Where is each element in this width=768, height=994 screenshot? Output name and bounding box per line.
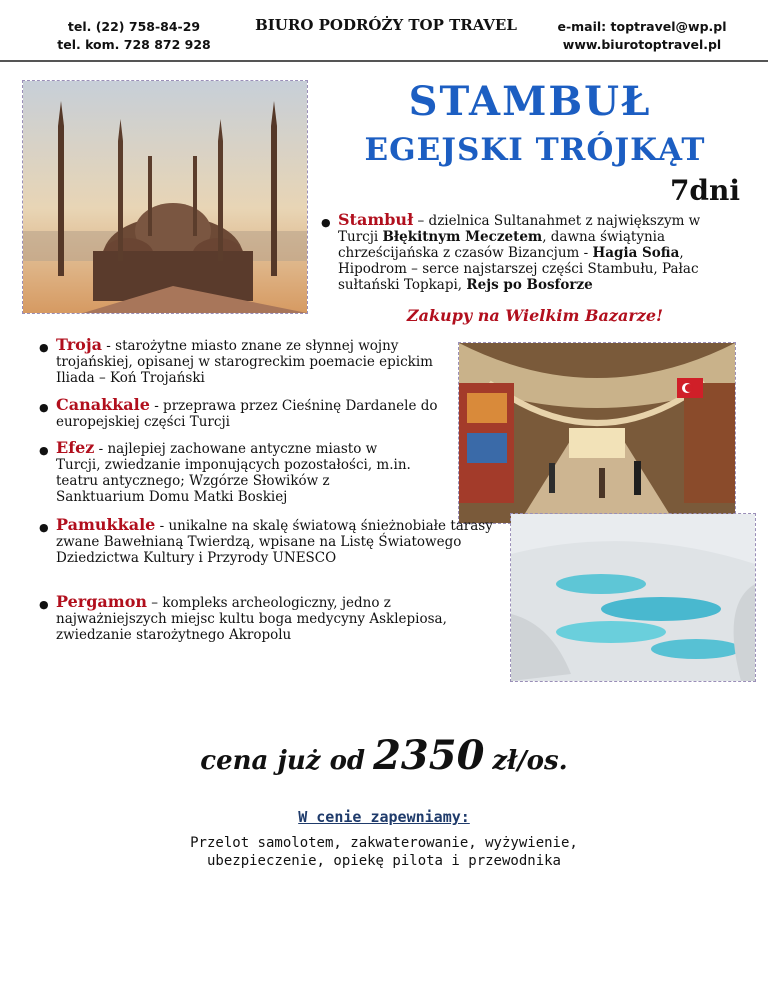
price-prefix: cena już od (200, 746, 366, 776)
tour-point-name: Canakkale (56, 395, 150, 414)
istanbul-bosphorus-cruise: Rejs po Bosforze (466, 277, 593, 293)
tour-point-text: - przeprawa przez Cieśninę Dardanele do europejskiej części Turcji (56, 398, 438, 430)
tour-point-text: - starożytne miasto znane ze słynnej wojny trojańskiej, opisanej w starogreckim poemacie epickim Iliada – Koń Trojański (56, 338, 433, 386)
istanbul-text-1: – dzielnica Sultanahmet z największym w Turcji (338, 213, 701, 245)
contact-online (536, 18, 748, 54)
tour-point-name: Efez (56, 438, 95, 457)
tour-point-item (39, 335, 446, 386)
phone-number: tel. (22) 758-84-29 (67, 19, 201, 34)
tour-point-name: Pergamon (56, 592, 147, 611)
tour-point-text: - najlepiej zachowane antyczne miasto w Turcji, zwiedzanie imponujących pozostałości, m.in. teatru antycznego; Wzgórze Słowików z Sanktuarium Domu Matki Boskiej (56, 441, 411, 505)
tour-point-text: – kompleks archeologiczny, jedno z najważniejszych miejsc kultu boga medycyny Asklepiosa, zwiedzanie starożytnego Akropolu (56, 595, 447, 643)
email-address: e-mail: toptravel@wp.pl (557, 19, 727, 34)
trip-duration: 7dni (669, 174, 740, 207)
included-text: Przelot samolotem, zakwaterowanie, wyżywienie, ubezpieczenie, opiekę pilota i przewodnika (190, 835, 578, 869)
istanbul-text-3: , Hipodrom – serce najstarszej części Stambułu, Pałac sułtański Topkapi, (338, 245, 699, 293)
page-subtitle: EGEJSKI TRÓJKĄT (364, 132, 706, 168)
bullet-icon: ● (39, 598, 49, 611)
agency-name: BIURO PODRÓŻY TOP TRAVEL (255, 16, 517, 34)
bullet-icon: ● (39, 401, 49, 414)
price-amount: 2350 (373, 732, 485, 779)
tour-point-item (39, 515, 496, 566)
istanbul-text-2: , dawna świątynia chrześcijańska z czasów Bizancjum - (338, 229, 666, 261)
included-heading: W cenie zapewniamy: (298, 808, 470, 826)
tour-point-text: - unikalne na skalę światową śnieżnobiałe tarasy zwane Bawełnianą Twierdzą, wpisane na Listę Światowego Dziedzictwa Kultury i Przyrody UNESCO (56, 518, 493, 566)
header-divider (0, 60, 768, 62)
website-address: www.biurotoptravel.pl (562, 37, 722, 52)
istanbul-item (321, 210, 738, 293)
bullet-icon: ● (39, 341, 49, 354)
grand-bazaar-photo (458, 342, 736, 524)
price-suffix: zł/os. (492, 746, 568, 776)
shopping-slogan: Zakupy na Wielkim Bazarze! (406, 306, 664, 325)
price-line (0, 732, 768, 779)
blue-mosque-photo (22, 80, 308, 314)
mobile-number: tel. kom. 728 872 928 (57, 37, 211, 52)
istanbul-hagia-sofia: Hagia Sofia (592, 245, 680, 261)
tour-point-item (39, 438, 416, 505)
bullet-icon: ● (39, 444, 49, 457)
istanbul-blue-mosque: Błękitnym Meczetem (382, 229, 543, 245)
contact-phones (34, 18, 234, 54)
bullet-icon: ● (321, 216, 331, 229)
tour-point-name: Troja (56, 335, 102, 354)
tour-point-name: Pamukkale (56, 515, 156, 534)
bullet-icon: ● (39, 521, 49, 534)
istanbul-name: Stambuł (338, 210, 414, 229)
page-title: STAMBUŁ (408, 78, 652, 125)
tour-point-item (39, 592, 496, 643)
pamukkale-photo (510, 513, 756, 682)
tour-point-item (39, 395, 446, 430)
